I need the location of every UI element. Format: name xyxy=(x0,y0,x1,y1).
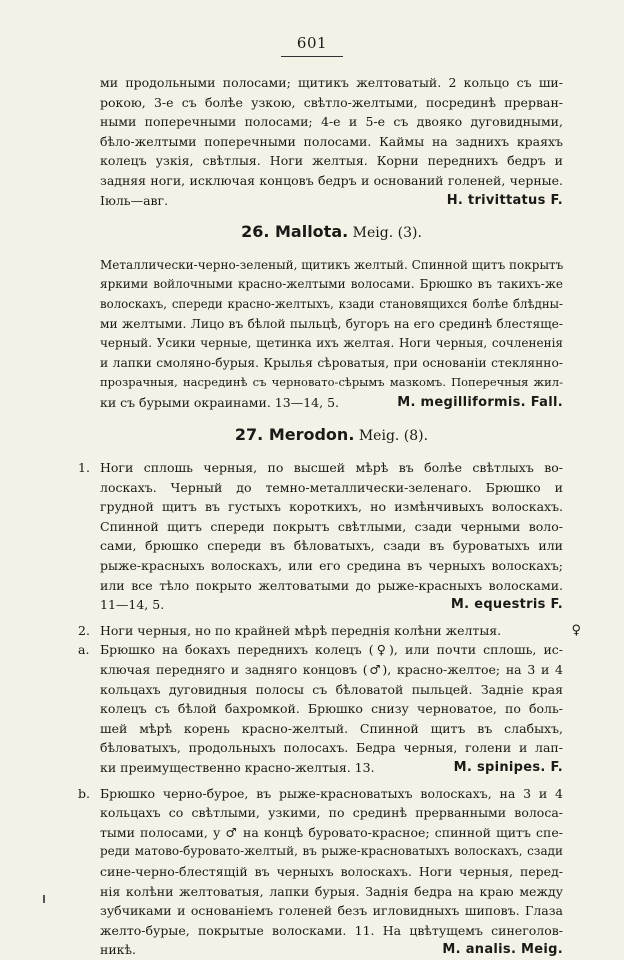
genus-heading-merodon xyxy=(100,425,563,447)
text-line: волоскахъ, спереди красно-желтыхъ, кзади становящихся болѣе блѣдны- xyxy=(100,296,563,311)
text-line: черный. Усики черные, щетинка ихъ желтая. Ноги черныя, сочлененія xyxy=(100,336,563,351)
text-line: ными поперечными полосами; 4-е и 5-е съ двояко дуговидными, xyxy=(100,114,563,130)
text-line: Брюшко черно-бурое, въ рыже-красноватыхъ волоскахъ, на 3 и 4 xyxy=(100,785,563,801)
species-name: M. megilliformis. Fall. xyxy=(397,394,563,410)
text-line: никѣ. xyxy=(100,942,136,958)
key-entry-a xyxy=(78,640,563,777)
text-line: бѣловатыхъ, продольныхъ полосахъ. Бедра черныя, голени и лап- xyxy=(100,740,563,756)
text-line: рыже-красныхъ волоскахъ, или его средина въ черныхъ волоскахъ; xyxy=(100,558,563,574)
text-line: Брюшко на бокахъ переднихъ колецъ (♀), или почти сплошь, ис- xyxy=(100,642,563,658)
text-line: шей мѣрѣ корень красно-желтый. Спинной щитъ въ слабыхъ, xyxy=(100,720,563,736)
text-line: Ноги черныя, но по крайней мѣрѣ переднія колѣни желтыя. xyxy=(100,622,502,638)
text-line: задняя ноги, исключая концовъ бедръ и оснований голеней, черные. xyxy=(100,172,563,188)
species-line xyxy=(100,940,563,960)
entry-marker: b. xyxy=(78,785,90,801)
entry-marker: 2. xyxy=(78,622,90,638)
species-name: M. equestris F. xyxy=(450,597,563,613)
text-line: ми желтыми. Лицо въ бѣлой пыльцѣ, бугоръ на его срединѣ блестяще- xyxy=(100,316,563,331)
entry-marker: 1. xyxy=(78,460,90,476)
text-line: Спинной щитъ спереди покрытъ свѣтлыми, сзади черными воло- xyxy=(100,518,563,534)
text-line: бѣло-желтыми поперечными полосами. Каймы на заднихъ краяхъ xyxy=(100,133,563,149)
text-line: колецъ узкія, свѣтлыя. Ноги желтыя. Корни переднихъ бедръ и xyxy=(100,153,563,169)
key-entry-1 xyxy=(78,458,563,615)
text-line: ки съ бурыми окраинами. 13—14, 5. xyxy=(100,394,339,410)
text-line: яркими войлочными красно-желтыми волосами. Брюшко въ такихъ-же xyxy=(100,277,563,292)
text-line: сами, брюшко спереди въ бѣловатыхъ, сзади въ буроватыхъ или xyxy=(100,538,563,554)
entry-marker: a. xyxy=(78,642,90,658)
species-name: M. analis. Meig. xyxy=(442,942,563,958)
text-line: грудной щитъ въ густыхъ короткихъ, но измѣнчивыхъ волоскахъ. xyxy=(100,499,563,515)
text-line: прозрачныя, насрединѣ съ черновато-сѣрымъ мазкомъ. Поперечныя жил- xyxy=(100,375,563,390)
text-line: лоскахъ. Черный до темно-металлически-зеленаго. Брюшко и xyxy=(100,479,563,495)
key-entry-2 xyxy=(78,621,581,641)
text-line: и лапки смоляно-бурыя. Крылья сѣроватыя, при основаніи стеклянно- xyxy=(100,355,563,370)
female-symbol-icon: ♀ xyxy=(571,622,581,638)
genus-author: Meig. (3). xyxy=(352,225,422,242)
text-line: колецъ съ бѣлой бахромкой. Брюшко снизу черноватое, по боль- xyxy=(100,701,563,717)
text-line: или все тѣло покрыто желтоватыми до рыже-красныхъ волосками. xyxy=(100,577,563,593)
text-line: ключая передняго и задняго концовъ (♂), красно-желтое; на 3 и 4 xyxy=(100,662,563,678)
species-line xyxy=(100,393,563,413)
text-line: нія колѣни желтоватыя, лапки бурыя. Заднія бедра на краю между xyxy=(100,883,563,899)
continuation-paragraph xyxy=(100,73,563,210)
margin-speck xyxy=(43,895,45,903)
genus-author: Meig. (8). xyxy=(358,427,429,444)
header-rule xyxy=(281,56,343,57)
text-line: сине-черно-блестящій въ черныхъ волоскахъ. Ноги черныя, перед- xyxy=(100,863,563,879)
species-name: M. spinipes. F. xyxy=(453,760,563,775)
text-line: ми продольными полосами; щитикъ желтоватый. 2 кольцо съ ши- xyxy=(100,75,563,90)
text-line: кольцахъ дуговидныя полосы съ бѣловатой пыльцей. Задніе края xyxy=(100,681,563,697)
text-line: кольцахъ со свѣтлыми, узкими, по срединѣ прерванными волоса- xyxy=(100,805,563,821)
text-line: тыми полосами, у ♂ на концѣ буровато-красное; спинной щитъ спе- xyxy=(100,824,563,840)
text-line: зубчиками и основаніемъ голеней безъ игловидныхъ шиповъ. Глаза xyxy=(100,903,563,919)
text-line: 11—14, 5. xyxy=(100,597,165,613)
page-number: 601 xyxy=(296,34,328,52)
key-entry-b xyxy=(78,784,563,960)
text-line: ки преимущественно красно-желтыя. 13. xyxy=(100,760,375,775)
species-line xyxy=(100,191,563,211)
text-line: Металлически-черно-зеленый, щитикъ желтый. Спинной щитъ покрытъ xyxy=(100,257,564,272)
species-line xyxy=(100,758,563,778)
mallota-description xyxy=(100,256,563,413)
species-line xyxy=(100,595,563,615)
page-body xyxy=(78,73,581,960)
species-name: H. trivittatus F. xyxy=(446,192,563,208)
text-line: Ноги сплошь черныя, по высшей мѣрѣ въ болѣе свѣтлыхъ во- xyxy=(100,460,563,476)
genus-heading-mallota xyxy=(100,222,563,244)
text-line: желто-бурые, покрытые волосками. 11. На цвѣтущемъ синеголов- xyxy=(100,922,563,938)
text-line: рокою, 3-е съ болѣе узкою, свѣтло-желтыми, посрединѣ прерван- xyxy=(100,94,563,110)
genus-title: 26. Mallota. xyxy=(241,222,349,242)
text-line: Іюль—авг. xyxy=(100,192,169,208)
genus-title: 27. Merodon. xyxy=(234,424,355,444)
text-line: реди матово-буровато-желтый, въ рыже-красноватыхъ волоскахъ, сзади xyxy=(100,844,563,859)
